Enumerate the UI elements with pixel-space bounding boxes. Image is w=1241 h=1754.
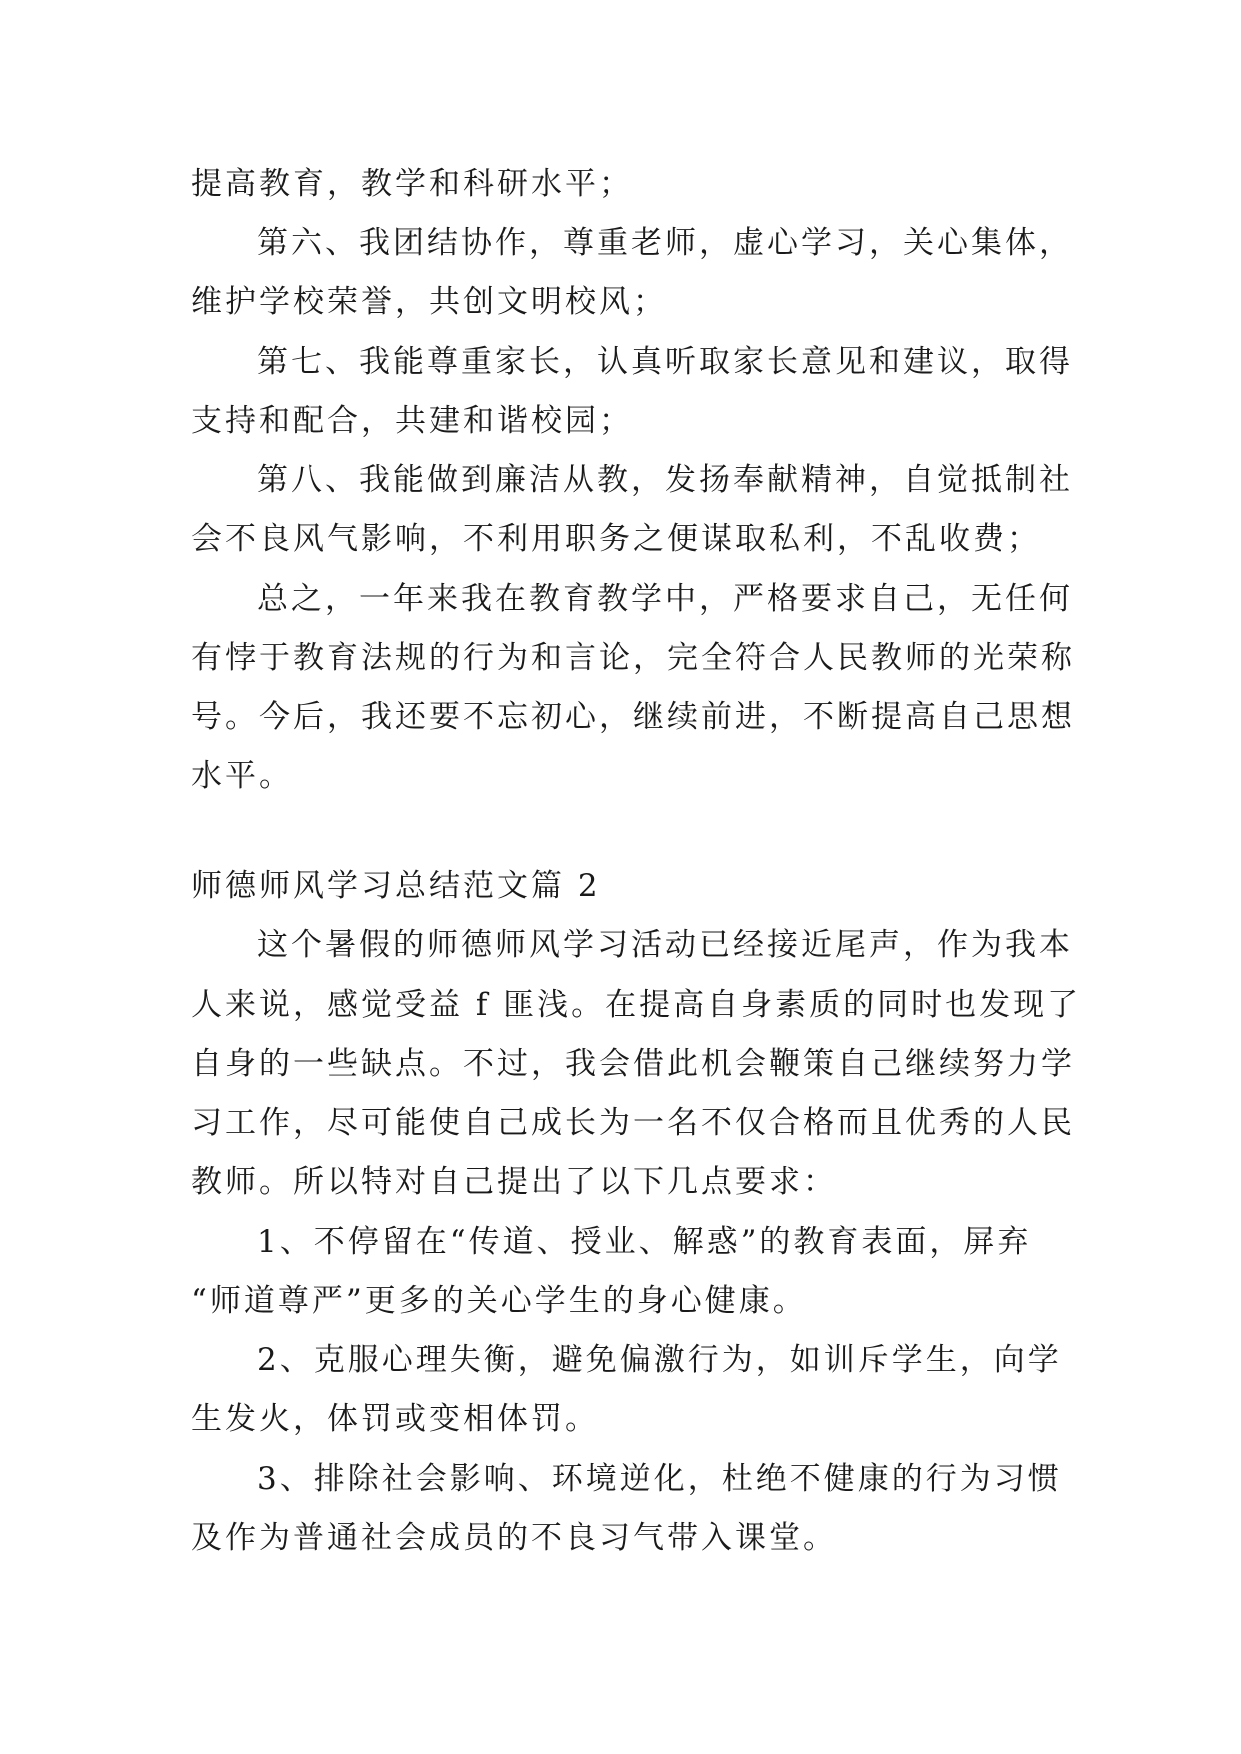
text-line: 第八、我能做到廉洁从教，发扬奉献精神，自觉抵制社	[257, 462, 1073, 498]
section-heading: 师德师风学习总结范文篇 2	[191, 868, 601, 904]
text-line: 生发火，体罚或变相体罚。	[191, 1401, 599, 1437]
text-line: 2、克服心理失衡，避免偏激行为，如训斥学生，向学	[257, 1342, 1062, 1378]
text-line: 总之，一年来我在教育教学中，严格要求自己，无任何	[257, 581, 1073, 617]
text-line: 教师。所以特对自己提出了以下几点要求：	[191, 1164, 837, 1200]
text-line: 会不良风气影响，不利用职务之便谋取私利，不乱收费；	[191, 521, 1041, 557]
text-line: 自身的一些缺点。不过，我会借此机会鞭策自己继续努力学	[191, 1046, 1075, 1082]
text-line: 1、不停留在“传道、授业、解惑”的教育表面，屏弃	[257, 1224, 1032, 1260]
text-line: 水平。	[191, 758, 293, 794]
text-line: 号。今后，我还要不忘初心，继续前进，不断提高自己思想	[191, 699, 1075, 735]
text-line: 第六、我团结协作，尊重老师，虚心学习，关心集体，	[257, 225, 1073, 261]
text-line: 这个暑假的师德师风学习活动已经接近尾声，作为我本	[257, 927, 1073, 963]
text-line: 有悖于教育法规的行为和言论，完全符合人民教师的光荣称	[191, 640, 1075, 676]
text-line: 维护学校荣誉，共创文明校风；	[191, 284, 667, 320]
text-line: 第七、我能尊重家长，认真听取家长意见和建议，取得	[257, 344, 1073, 380]
text-line: 及作为普通社会成员的不良习气带入课堂。	[191, 1520, 837, 1556]
text-line: “师道尊严”更多的关心学生的身心健康。	[191, 1283, 807, 1319]
text-line: 人来说，感觉受益 f 匪浅。在提高自身素质的同时也发现了	[191, 987, 1082, 1023]
text-line: 习工作，尽可能使自己成长为一名不仅合格而且优秀的人民	[191, 1105, 1075, 1141]
text-line: 支持和配合，共建和谐校园；	[191, 403, 633, 439]
text-line: 3、排除社会影响、环境逆化，杜绝不健康的行为习惯	[257, 1461, 1062, 1497]
text-line: 提高教育，教学和科研水平；	[191, 166, 633, 202]
